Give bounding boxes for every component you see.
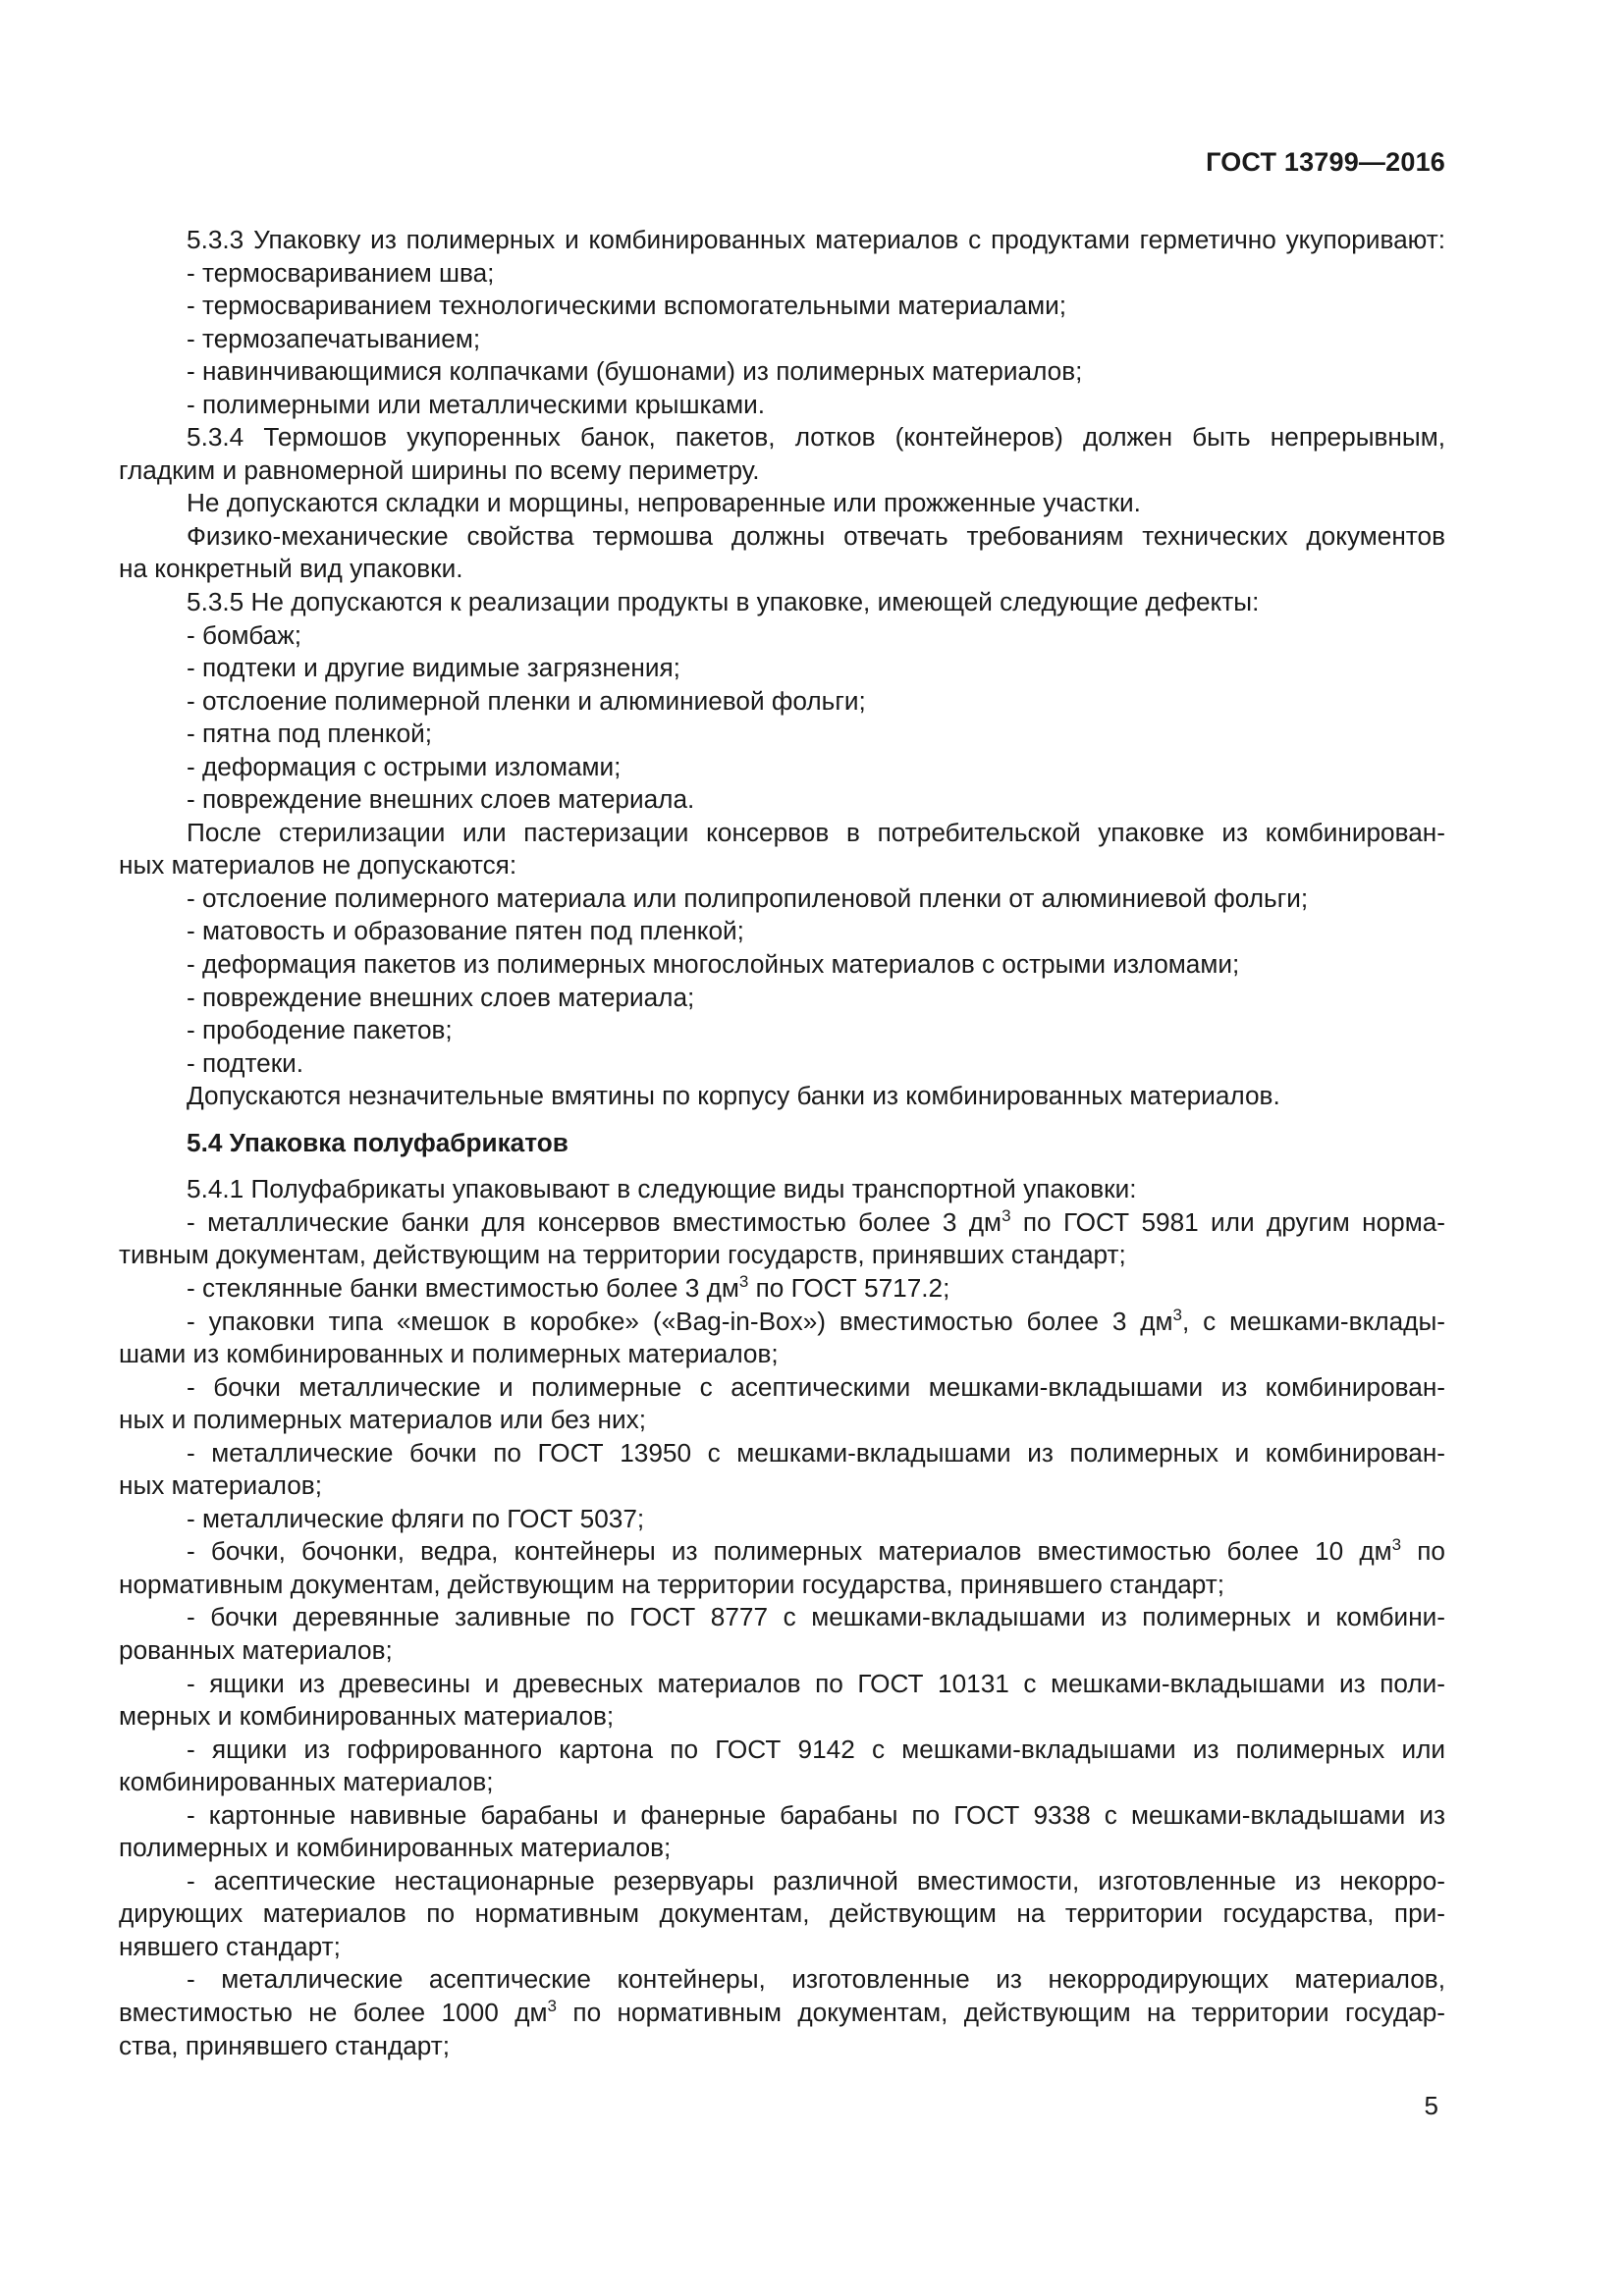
text-line: тивным документам, действующим на территории государств, принявших стандарт; bbox=[119, 1240, 1126, 1270]
text-line: - картонные навивные барабаны и фанерные барабаны по ГОСТ 9338 с мешками-вкладышами из bbox=[187, 1799, 1445, 1830]
text-line: - бочки металлические и полимерные с асептическими мешками-вкладышами из комбинирован- bbox=[187, 1371, 1445, 1402]
text-line: - полимерными или металлическими крышками. bbox=[187, 389, 766, 419]
text-line: - металлические банки для консервов вместимостью более 3 $дм^3$ по ГОСТ 5981 или другим норма- bbox=[187, 1205, 1445, 1237]
text-line: - ящики из гофрированного картона по ГОСТ 9142 с мешками-вкладышами из полимерных или bbox=[187, 1734, 1445, 1764]
text-line: нормативным документам, действующим на территории государства, принявшего стандарт; bbox=[119, 1569, 1225, 1599]
text-line: рованных материалов; bbox=[119, 1634, 393, 1665]
section-heading: 5.4 Упаковка полуфабрикатов bbox=[187, 1127, 568, 1157]
text-line: - ящики из древесины и древесных материалов по ГОСТ 10131 с мешками-вкладышами из поли- bbox=[187, 1668, 1445, 1698]
text-line: - деформация с острыми изломами; bbox=[187, 751, 622, 781]
document-header: ГОСТ 13799—2016 bbox=[1206, 147, 1445, 177]
text-line: - стеклянные банки вместимостью более 3 $дм^3$ по ГОСТ 5717.2; bbox=[187, 1271, 950, 1303]
text-line: 5.3.3 Упаковку из полимерных и комбинированных материалов с продуктами герметично укупоривают: bbox=[187, 225, 1445, 254]
text-line: - отслоение полимерной пленки и алюминиевой фольги; bbox=[187, 685, 866, 716]
text-line: - повреждение внешних слоев материала. bbox=[187, 784, 695, 815]
text-line: - упаковки типа «мешок в коробке» («Bag-in-Box») вместимостью более 3 $дм^3$, с мешками-вклады- bbox=[187, 1305, 1445, 1336]
text-line: Допускаются незначительные вмятины по корпусу банки из комбинированных материалов. bbox=[187, 1081, 1280, 1111]
text-line: дирующих материалов по нормативным документам, действующим на территории государства, при- bbox=[119, 1898, 1445, 1929]
text-line: - асептические нестационарные резервуары различной вместимости, изготовленные из некорро- bbox=[187, 1865, 1445, 1896]
text-line: мерных и комбинированных материалов; bbox=[119, 1701, 615, 1732]
text-line: - пятна под пленкой; bbox=[187, 719, 433, 749]
text-line: нявшего стандарт; bbox=[119, 1931, 341, 1961]
text-line: - металлические асептические контейнеры, изготовленные из некорродирующих материалов, bbox=[187, 1964, 1445, 1995]
text-line: - деформация пакетов из полимерных многослойных материалов с острыми изломами; bbox=[187, 949, 1240, 980]
text-line: - повреждение внешних слоев материала; bbox=[187, 982, 695, 1012]
text-line: Физико-механические свойства термошва должны отвечать требованиям технических документов bbox=[187, 520, 1445, 551]
text-line: комбинированных материалов; bbox=[119, 1767, 494, 1797]
text-line: - прободение пакетов; bbox=[187, 1015, 453, 1045]
text-line: - термозапечатыванием; bbox=[187, 323, 481, 353]
text-line: 5.3.4 Термошов укупоренных банок, пакетов, лотков (контейнеров) должен быть непрерывным, bbox=[187, 422, 1445, 453]
text-line: - бочки, бочонки, ведра, контейнеры из полимерных материалов вместимостью более 10 $дм^3$ по bbox=[187, 1535, 1445, 1567]
text-line: полимерных и комбинированных материалов; bbox=[119, 1833, 672, 1863]
text-line: - матовость и образование пятен под пленкой; bbox=[187, 916, 744, 946]
text-line: Не допускаются складки и морщины, непроваренные или прожженные участки. bbox=[187, 488, 1141, 518]
text-line: После стерилизации или пастеризации консервов в потребительской упаковке из комбинирован- bbox=[187, 817, 1445, 847]
text-line: на конкретный вид упаковки. bbox=[119, 554, 463, 584]
text-line: - отслоение полимерного материала или полипропиленовой пленки от алюминиевой фольги; bbox=[187, 882, 1309, 913]
text-line: - подтеки и другие видимые загрязнения; bbox=[187, 653, 680, 683]
body-text bbox=[119, 224, 1445, 2062]
text-line: ных материалов; bbox=[119, 1470, 322, 1501]
text-line: - термосвариванием шва; bbox=[187, 257, 495, 288]
text-line: ства, принявшего стандарт; bbox=[119, 2030, 451, 2060]
text-line: ных и полимерных материалов или без них; bbox=[119, 1405, 647, 1435]
text-line: - термосвариванием технологическими вспомогательными материалами; bbox=[187, 291, 1067, 321]
text-line: вместимостью не более 1000 $дм^3$ по нормативным документам, действующим на территории государ- bbox=[119, 1996, 1445, 2027]
text-line: гладким и равномерной ширины по всему периметру. bbox=[119, 454, 760, 485]
page-number: 5 bbox=[1424, 2091, 1438, 2120]
text-line: - подтеки. bbox=[187, 1047, 304, 1078]
text-line: ных материалов не допускаются: bbox=[119, 850, 517, 881]
text-line: - бочки деревянные заливные по ГОСТ 8777 с мешками-вкладышами из полимерных и комбини- bbox=[187, 1602, 1445, 1632]
text-line: - металлические фляги по ГОСТ 5037; bbox=[187, 1503, 645, 1533]
text-line: 5.3.5 Не допускаются к реализации продукты в упаковке, имеющей следующие дефекты: bbox=[187, 587, 1260, 617]
text-line: - бомбаж; bbox=[187, 619, 302, 650]
text-line: - навинчивающимися колпачками (бушонами) из полимерных материалов; bbox=[187, 356, 1083, 387]
text-line: шами из комбинированных и полимерных материалов; bbox=[119, 1339, 779, 1369]
text-line: 5.4.1 Полуфабрикаты упаковывают в следующие виды транспортной упаковки: bbox=[187, 1174, 1137, 1204]
text-line: - металлические бочки по ГОСТ 13950 с мешками-вкладышами из полимерных и комбинирован- bbox=[187, 1437, 1445, 1468]
